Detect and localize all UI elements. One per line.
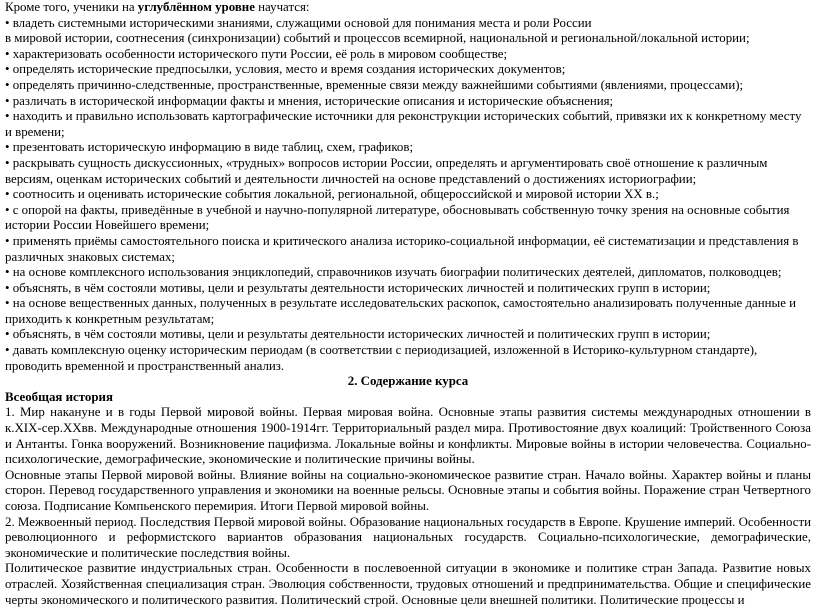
- intro-emphasis: углублённом уровне: [137, 0, 255, 14]
- body-paragraph: Политическое развитие индустриальных стран. Особенности в послевоенной ситуации в экономике и политике стран Запада. Развитие новых отраслей. Хозяйственная специализация стран. Эволюция собственности, трудовых отношений и предпринимательства. Общие и специфические черты экономического и политического развития. Политический строй. Основные цели внешней политики. Политические процессы и: [5, 561, 811, 607]
- bullet-item: • объяснять, в чём состояли мотивы, цели и результаты деятельности исторических личностей и политических групп в истории;: [5, 280, 711, 295]
- bullet-item: • давать комплексную оценку историческим периодам (в соответствии с периодизацией, изложенной в Историко-культурном стандарте), проводить временной и пространственный анализ.: [5, 343, 758, 373]
- bullet-item: • определять причинно-следственные, пространственные, временные связи между важнейшими событиями (явлениями, процессами);: [5, 77, 744, 92]
- body-paragraph: Основные этапы Первой мировой войны. Влияние войны на социально-экономическое развитие стран. Начало войны. Характер войны и планы сторон. Перевод государственного управления и экономики на военные рельсы. Основные этапы и события войны. Поражение стран Четвертного союза. Подписание Компьенского перемирия. Итоги Первой мировой войны.: [5, 467, 811, 513]
- bullet-item: • объяснять, в чём состояли мотивы, цели и результаты деятельности исторических личностей и политических групп в истории;: [5, 327, 711, 342]
- section-title: 2. Содержание курса: [347, 374, 469, 389]
- bullet-item: • соотносить и оценивать исторические события локальной, региональной, общероссийской и мировой истории XX в.;: [5, 187, 659, 202]
- bullet-item: • на основе комплексного использования энциклопедий, справочников изучать биографии политических деятелей, дипломатов, полководцев;: [5, 265, 782, 280]
- intro-text-end: научатся:: [254, 0, 310, 14]
- bullet-item: • раскрывать сущность дискуссионных, «трудных» вопросов истории России, определять и аргументировать своё отношение к различным версиям, оценкам исторических событий и деятельности личностей на основе представлений о достижениях историографии;: [5, 155, 768, 186]
- bullet-item: • находить и правильно использовать картографические источники для реконструкции исторических событий, привязки их к конкретному месту и времени;: [5, 109, 802, 139]
- body-paragraph: 1. Мир накануне и в годы Первой мировой войны. Первая мировая война. Основные этапы развития системы международных отношении в к.XIX-сер.XXвв. Международные отношения 1900-1914гг. Территориальный раздел мира. Противостояние двух коалиций: Тройственного Союза и Антанты. Гонка вооружений. Возникновение пацифизма. Локальные войны и конфликты. Мировые войны в истории человечества. Социально-психологические, демографические, экономические и политические причины войны.: [5, 405, 811, 467]
- bullet-item: • владеть системными историческими знаниями, служащими основой для понимания места и роли России: [5, 15, 592, 30]
- bullet-item: в мировой истории, соотнесения (синхронизации) событий и процессов всемирной, национальной и региональной/локальной истории;: [5, 31, 750, 46]
- section-heading: Всеобщая история: [5, 389, 113, 404]
- intro-line: [5, 0, 811, 16]
- bullet-item: • характеризовать особенности исторического пути России, её роль в мировом сообществе;: [5, 46, 508, 61]
- body-paragraph: 2. Межвоенный период. Последствия Первой мировой войны. Образование национальных государств в Европе. Крушение империй. Особенности революционного и реформистского вариантов образования национальных государств. Социально-психологические, демографические, экономические и политические последствия войны.: [5, 514, 811, 560]
- bullet-item: • презентовать историческую информацию в виде таблиц, схем, графиков;: [5, 140, 414, 155]
- bullet-item: • различать в исторической информации факты и мнения, исторические описания и исторические объяснения;: [5, 93, 614, 108]
- bullet-item: • применять приёмы самостоятельного поиска и критического анализа историко-социальной информации, её систематизации и представления в различных знаковых системах;: [5, 233, 799, 264]
- bullet-item: • с опорой на факты, приведённые в учебной и научно-популярной литературе, обосновывать собственную точку зрения на основные события истории России Новейшего времени;: [5, 202, 790, 233]
- intro-text: Кроме того, ученики на: [5, 0, 138, 14]
- bullet-item: • на основе вещественных данных, полученных в результате исследовательских раскопок, самостоятельно анализировать полученные данные и приходить к конкретным результатам;: [5, 296, 797, 326]
- bullet-item: • определять исторические предпосылки, условия, место и время создания исторических документов;: [5, 62, 566, 77]
